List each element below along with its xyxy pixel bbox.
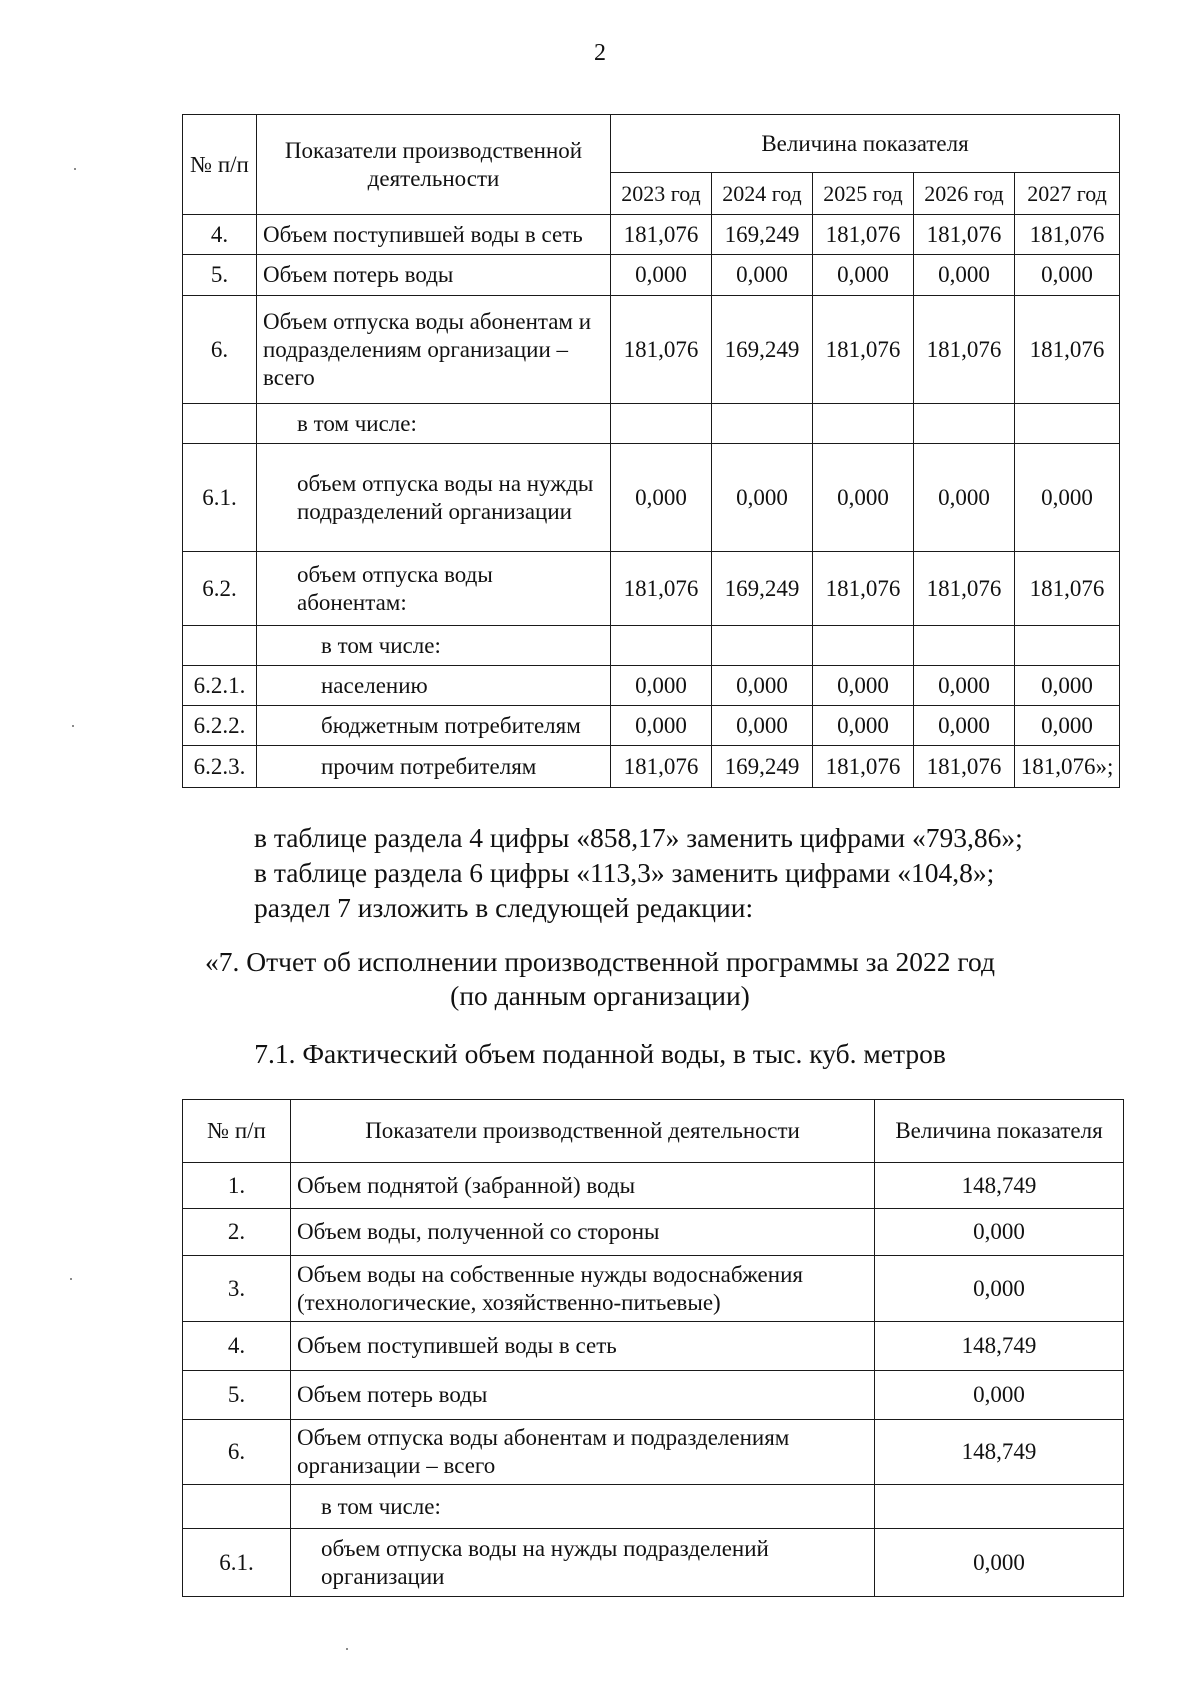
row-value: 181,076 — [914, 552, 1015, 626]
row-num: 6. — [183, 296, 257, 404]
table-row — [183, 1209, 1124, 1256]
row-num — [183, 404, 257, 444]
row-value: 0,000 — [611, 706, 712, 746]
scan-speck — [72, 725, 74, 727]
row-value: 0,000 — [712, 666, 813, 706]
table-row — [183, 1529, 1124, 1597]
header-year: 2023 год — [611, 173, 712, 215]
row-value: 181,076 — [1015, 215, 1120, 255]
table-row — [183, 296, 1120, 404]
row-value: 181,076 — [1015, 552, 1120, 626]
row-value: 0,000 — [813, 444, 914, 552]
row-value: 0,000 — [611, 666, 712, 706]
section-title — [0, 945, 1200, 1013]
table-row — [183, 666, 1120, 706]
scan-speck — [70, 1278, 72, 1280]
row-value — [712, 404, 813, 444]
row-name: объем отпуска воды на нужды подразделений организации — [257, 444, 611, 552]
row-num: 6.2.1. — [183, 666, 257, 706]
header-value: Величина показателя — [611, 115, 1120, 173]
row-value: 0,000 — [1015, 706, 1120, 746]
row-value: 0,000 — [813, 706, 914, 746]
row-num: 6.2.3. — [183, 746, 257, 788]
row-value — [813, 404, 914, 444]
row-num: 5. — [183, 255, 257, 296]
row-value — [1015, 626, 1120, 666]
row-value: 0,000 — [875, 1256, 1124, 1322]
row-value — [914, 404, 1015, 444]
table-row — [183, 444, 1120, 552]
row-value: 0,000 — [1015, 255, 1120, 296]
row-num — [183, 626, 257, 666]
row-value: 169,249 — [712, 215, 813, 255]
header-indicator: Показатели производственной деятельности — [291, 1100, 875, 1163]
row-value — [813, 626, 914, 666]
row-name: объем отпуска воды абонентам: — [257, 552, 611, 626]
row-name: прочим потребителям — [257, 746, 611, 788]
header-value: Величина показателя — [875, 1100, 1124, 1163]
row-value: 181,076 — [813, 746, 914, 788]
row-value: 0,000 — [875, 1371, 1124, 1420]
row-num — [183, 1485, 291, 1529]
row-value: 0,000 — [813, 666, 914, 706]
row-value: 0,000 — [712, 255, 813, 296]
row-value: 181,076 — [611, 215, 712, 255]
table-row — [183, 404, 1120, 444]
row-name: бюджетным потребителям — [257, 706, 611, 746]
page-number: 2 — [594, 40, 606, 66]
row-num: 6.1. — [183, 1529, 291, 1597]
scan-speck — [74, 168, 76, 170]
row-name: Объем воды на собственные нужды водоснабжения (технологические, хозяйственно-питьевые) — [291, 1256, 875, 1322]
row-name: Объем поступившей воды в сеть — [291, 1322, 875, 1371]
table-row — [183, 1371, 1124, 1420]
row-value — [712, 626, 813, 666]
row-value: 181,076 — [611, 296, 712, 404]
row-name: Объем поступившей воды в сеть — [257, 215, 611, 255]
row-value: 0,000 — [1015, 444, 1120, 552]
header-num: № п/п — [183, 1100, 291, 1163]
row-num: 2. — [183, 1209, 291, 1256]
scan-speck — [346, 1648, 348, 1650]
row-value — [611, 404, 712, 444]
row-value: 181,076 — [813, 215, 914, 255]
header-num: № п/п — [183, 115, 257, 215]
row-num: 6.1. — [183, 444, 257, 552]
subsection-title: 7.1. Фактический объем поданной воды, в тыс. куб. метров — [254, 1038, 946, 1069]
table-row — [183, 215, 1120, 255]
row-value: 0,000 — [813, 255, 914, 296]
row-value — [914, 626, 1015, 666]
row-num: 1. — [183, 1163, 291, 1209]
row-value: 169,249 — [712, 296, 813, 404]
table-row — [183, 1322, 1124, 1371]
row-name: Объем отпуска воды абонентам и подразделениям организации – всего — [291, 1420, 875, 1485]
row-value: 0,000 — [712, 444, 813, 552]
paragraph: в таблице раздела 6 цифры «113,3» заменить цифрами «104,8»; — [254, 857, 995, 888]
row-name: в том числе: — [291, 1485, 875, 1529]
row-value: 148,749 — [875, 1420, 1124, 1485]
header-year: 2025 год — [813, 173, 914, 215]
table-row — [183, 255, 1120, 296]
table-row — [183, 1256, 1124, 1322]
table-row — [183, 626, 1120, 666]
table-row — [183, 1420, 1124, 1485]
row-num: 4. — [183, 1322, 291, 1371]
row-value: 181,076 — [914, 215, 1015, 255]
header-year: 2024 год — [712, 173, 813, 215]
row-name: Объем поднятой (забранной) воды — [291, 1163, 875, 1209]
row-name: объем отпуска воды на нужды подразделений организации — [291, 1529, 875, 1597]
header-indicator: Показатели производственной деятельности — [257, 115, 611, 215]
row-name: населению — [257, 666, 611, 706]
row-value: 181,076 — [813, 296, 914, 404]
row-value: 0,000 — [914, 666, 1015, 706]
row-num: 6. — [183, 1420, 291, 1485]
row-value: 0,000 — [611, 255, 712, 296]
amendment-paragraphs — [254, 820, 1023, 925]
row-num: 6.2. — [183, 552, 257, 626]
row-value — [1015, 404, 1120, 444]
row-value: 0,000 — [875, 1529, 1124, 1597]
row-name: Объем воды, полученной со стороны — [291, 1209, 875, 1256]
row-value: 0,000 — [875, 1209, 1124, 1256]
row-name: Объем потерь воды — [257, 255, 611, 296]
row-name: Объем потерь воды — [291, 1371, 875, 1420]
paragraph: раздел 7 изложить в следующей редакции: — [254, 892, 754, 923]
header-year: 2027 год — [1015, 173, 1120, 215]
row-value: 0,000 — [914, 255, 1015, 296]
actual-water-volume-table — [182, 1099, 1124, 1597]
row-value: 169,249 — [712, 746, 813, 788]
table-row — [183, 706, 1120, 746]
row-num: 6.2.2. — [183, 706, 257, 746]
table-row — [183, 552, 1120, 626]
row-value: 0,000 — [1015, 666, 1120, 706]
indicators-table-2023-2027 — [182, 114, 1120, 788]
table-row — [183, 1163, 1124, 1209]
row-name: Объем отпуска воды абонентам и подразделениям организации – всего — [257, 296, 611, 404]
row-num: 4. — [183, 215, 257, 255]
row-value: 181,076»; — [1015, 746, 1120, 788]
row-name: в том числе: — [257, 626, 611, 666]
section-title-line: «7. Отчет об исполнении производственной программы за 2022 год — [205, 946, 995, 977]
paragraph: в таблице раздела 4 цифры «858,17» заменить цифрами «793,86»; — [254, 822, 1023, 853]
row-value: 148,749 — [875, 1322, 1124, 1371]
table-row — [183, 746, 1120, 788]
row-value: 148,749 — [875, 1163, 1124, 1209]
row-value: 0,000 — [914, 444, 1015, 552]
row-value: 169,249 — [712, 552, 813, 626]
row-value — [875, 1485, 1124, 1529]
row-num: 5. — [183, 1371, 291, 1420]
row-value: 181,076 — [813, 552, 914, 626]
row-value: 0,000 — [611, 444, 712, 552]
row-value — [611, 626, 712, 666]
table-row — [183, 1485, 1124, 1529]
row-value: 181,076 — [1015, 296, 1120, 404]
row-num: 3. — [183, 1256, 291, 1322]
row-value: 181,076 — [611, 552, 712, 626]
row-value: 181,076 — [914, 746, 1015, 788]
header-year: 2026 год — [914, 173, 1015, 215]
row-value: 181,076 — [914, 296, 1015, 404]
row-value: 0,000 — [914, 706, 1015, 746]
row-name: в том числе: — [257, 404, 611, 444]
row-value: 0,000 — [712, 706, 813, 746]
row-value: 181,076 — [611, 746, 712, 788]
section-title-line: (по данным организации) — [450, 980, 750, 1011]
